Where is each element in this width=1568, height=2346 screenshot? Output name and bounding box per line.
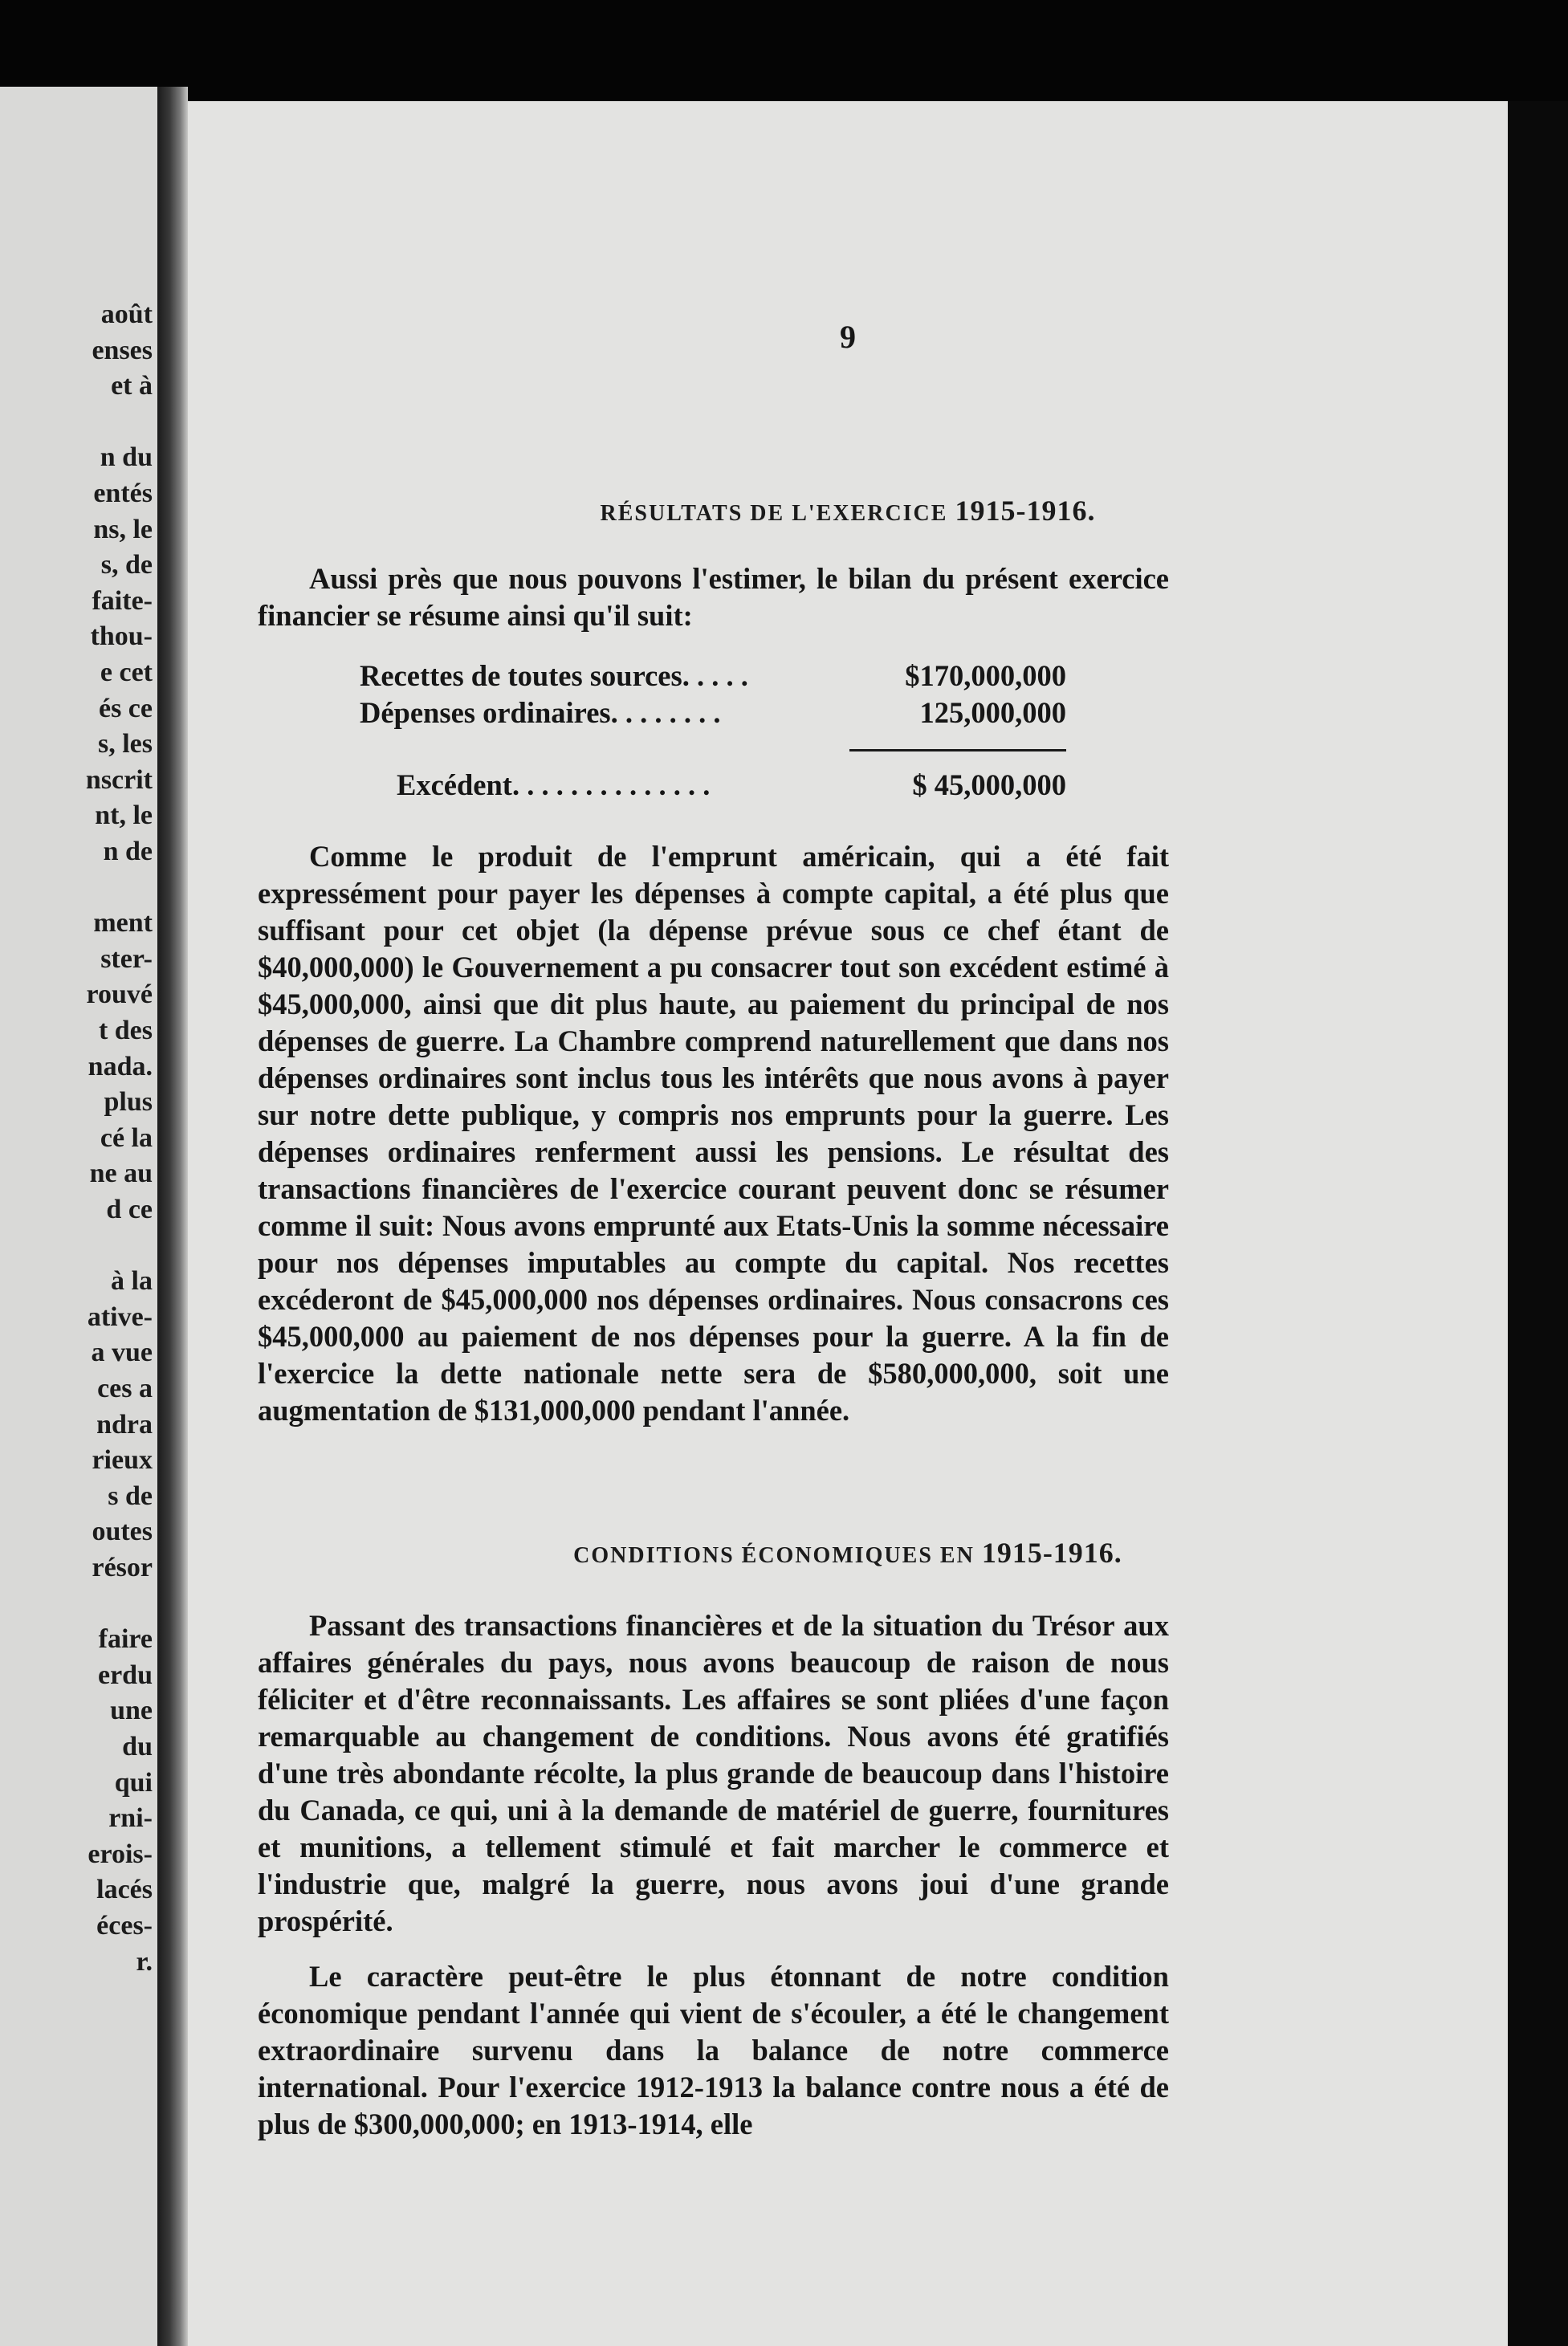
left-page-line: du xyxy=(122,1732,153,1762)
summary-label: Excédent. . . . . . . . . . . . . . xyxy=(397,768,711,801)
left-page-line: ces a xyxy=(97,1374,153,1403)
left-page-line: nt, le xyxy=(95,800,153,831)
section-heading-year: 1915-1916. xyxy=(981,1537,1122,1569)
left-page-line: r. xyxy=(136,1946,153,1977)
left-page-line: ster- xyxy=(100,943,153,974)
left-page-line: outes xyxy=(92,1517,153,1547)
section-heading-text: RÉSULTATS DE L'EXERCICE xyxy=(600,501,955,526)
left-page-line: thou- xyxy=(90,621,153,652)
left-page-line: résor xyxy=(92,1553,153,1582)
section-heading-conditions xyxy=(188,1536,1508,1570)
left-page-line: ns, le xyxy=(93,514,153,544)
left-page-line: ne au xyxy=(89,1159,153,1189)
body-paragraph: Comme le produit de l'emprunt américain, qui a été fait expressément pour payer les dépenses à compte capital, a été plus que suffisant pour cet objet (la dépense prévue sous ce chef étant de $40,000,000) le Gouvernement a pu consacrer tout son excédent estimé à $45,000,000, ainsi que dit plus haute, au paiement du principal de nos dépenses de guerre. La Chambre comprend naturellement que dans nos dépenses ordinaires sont inclus tous les intérêts que nous avons à payer sur notre dette publique, y compris nos emprunts pour la guerre. Les dépenses ordinaires renferment aussi les pensions. Le résultat des transactions financières de l'exercice courant peuvent donc se résumer comme il suit: Nous avons emprunté aux Etats-Unis la somme nécessaire pour nos dépenses imputables au compte du capital. Nos recettes excéderont de $45,000,000 nos dépenses ordinaires. Nous consacrons ces $45,000,000 au paiement de nos dépenses pour la guerre. A la fin de l'exercice la dette nationale nette sera de $580,000,000, soit une augmentation de $131,000,000 pendant l'année. xyxy=(258,840,1169,1427)
left-page-line: une xyxy=(110,1696,153,1726)
summary-label: Recettes de toutes sources. . . . . xyxy=(360,659,748,692)
summary-rule xyxy=(849,749,1066,751)
section-heading-resultats xyxy=(188,494,1508,527)
left-page-line: a vue xyxy=(91,1338,153,1368)
left-page-line: ment xyxy=(93,908,153,939)
left-page-line: rieux xyxy=(92,1445,153,1476)
left-page-line: erdu xyxy=(98,1660,153,1690)
left-page-line: t des xyxy=(98,1016,153,1045)
left-page-line: qui xyxy=(114,1767,153,1798)
page-number: 9 xyxy=(840,319,856,355)
left-page-line: ative- xyxy=(87,1301,153,1332)
left-page-line: s, de xyxy=(100,550,153,580)
left-page-line: lacés xyxy=(96,1875,153,1905)
scan-border-right xyxy=(1508,101,1568,2346)
left-page-line: ndra xyxy=(96,1409,153,1440)
left-page-line: faite- xyxy=(92,585,153,616)
left-page-line: à la xyxy=(111,1266,153,1297)
conditions-paragraph-1: Passant des transactions financières et de la situation du Trésor aux affaires générales du pays, nous avons beaucoup de raison de nous féliciter et d'être reconnaissants. Les affaires se sont pliées d'une façon remarquable au changement de conditions. Nous avons été gratifiés d'une très abondante récolte, la plus grande de beaucoup dans l'histoire du Canada, ce qui, uni à la demande de matériel de guerre, fournitures et munitions, a tellement stimulé et fait marcher le commerce et l'industrie que, malgré la guerre, nous avons joui d'une grande prospérité. xyxy=(258,1609,1169,1937)
left-page-line: rni- xyxy=(108,1803,153,1834)
left-page-line: és ce xyxy=(98,693,153,723)
left-page-line: cé la xyxy=(100,1122,153,1153)
summary-amount: $ 45,000,000 xyxy=(912,768,1066,801)
left-page-line: et à xyxy=(111,371,153,401)
left-page-line: août xyxy=(100,299,153,329)
left-page-line: s, les xyxy=(98,729,153,760)
left-page-line: n de xyxy=(103,837,153,866)
summary-label: Dépenses ordinaires. . . . . . . . xyxy=(360,696,721,729)
left-page-line: n du xyxy=(100,442,153,473)
left-page-line: entés xyxy=(93,479,153,508)
left-page-line: nscrit xyxy=(85,764,153,795)
left-page-line: éces- xyxy=(96,1911,153,1941)
conditions-paragraph-2: Le caractère peut-être le plus étonnant de notre condition économique pendant l'année qui vient de s'écouler, a été le changement extraordinaire survenu dans la balance de notre commerce international. Pour l'exercice 1912-1913 la balance contre nous a été de plus de $300,000,000; en 1913-1914, elle xyxy=(258,1960,1169,2140)
summary-amount: $170,000,000 xyxy=(905,659,1066,692)
main-page xyxy=(188,101,1508,2346)
intro-paragraph: Aussi près que nous pouvons l'estimer, le bilan du présent exercice financier se résume ainsi qu'il suit: xyxy=(258,562,1169,632)
left-page-line: erois- xyxy=(88,1839,153,1869)
left-page-line: faire xyxy=(98,1624,153,1655)
left-page-fragment xyxy=(0,87,157,2346)
left-page-line: s de xyxy=(108,1481,153,1511)
section-heading-text: CONDITIONS ÉCONOMIQUES EN xyxy=(573,1543,982,1568)
left-page-line: enses xyxy=(92,335,153,365)
left-page-line: nada. xyxy=(88,1051,153,1081)
summary-amount: 125,000,000 xyxy=(919,696,1066,729)
book-gutter xyxy=(157,87,188,2346)
left-page-line: e cet xyxy=(100,658,153,687)
left-page-line: rouvé xyxy=(86,980,153,1010)
section-heading-year: 1915-1916. xyxy=(955,495,1096,527)
left-page-line: d ce xyxy=(106,1195,153,1224)
left-page-line: plus xyxy=(104,1087,153,1118)
